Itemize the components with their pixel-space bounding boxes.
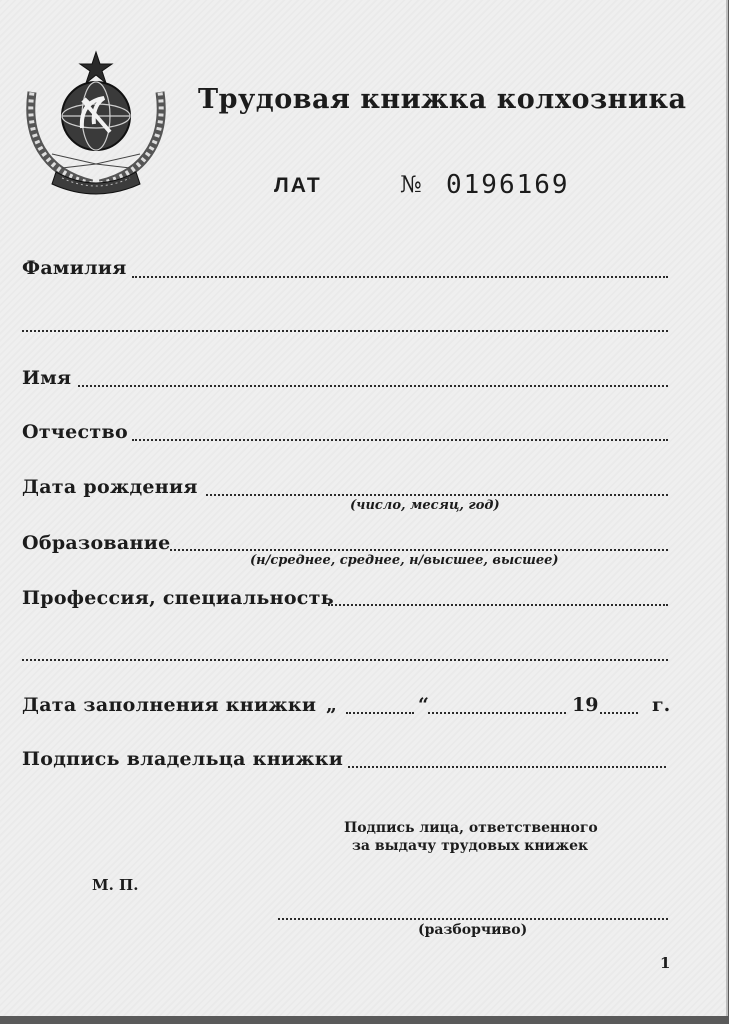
fill-date-label: Дата заполнения книжки [22,694,317,716]
year-suffix: г. [652,694,671,716]
number-sign: № [400,172,422,198]
series-code: ЛАТ [274,174,322,197]
fill-day-field[interactable] [346,712,414,714]
profession-field[interactable] [328,604,668,606]
education-field[interactable] [170,549,668,551]
name-field[interactable] [78,385,668,387]
owner-signature-label: Подпись владельца книжки [22,748,344,770]
responsible-signature-field[interactable] [278,918,668,920]
patronymic-label: Отчество [22,421,128,443]
surname-field-line2[interactable] [22,330,668,332]
birth-date-hint: (число, месяц, год) [350,498,500,513]
education-label: Образование [22,532,171,554]
fill-month-field[interactable] [428,712,566,714]
open-quote: „ [326,694,337,716]
document-title: Трудовая книжка колхозника [198,84,687,115]
patronymic-field[interactable] [132,439,668,441]
owner-signature-field[interactable] [348,766,666,768]
year-prefix: 19 [572,694,599,716]
responsible-label-line1: Подпись лица, ответственного [344,820,598,836]
surname-field[interactable] [132,276,668,278]
name-label: Имя [22,367,72,389]
fill-year-field[interactable] [600,712,638,714]
close-quote: “ [418,694,429,716]
responsible-label-line2: за выдачу трудовых книжек [352,838,589,854]
birth-date-label: Дата рождения [22,476,198,498]
profession-field-line2[interactable] [22,659,668,661]
ussr-emblem-icon [22,44,170,196]
education-hint: (н/среднее, среднее, н/высшее, высшее) [250,553,559,568]
legibly-hint: (разборчиво) [418,922,528,938]
surname-label: Фамилия [22,257,127,279]
birth-date-field[interactable] [206,494,668,496]
profession-label: Профессия, специальность [22,587,334,609]
page-number: 1 [660,954,671,972]
document-number: 0196169 [446,170,570,200]
seal-place-label: М. П. [92,876,139,894]
